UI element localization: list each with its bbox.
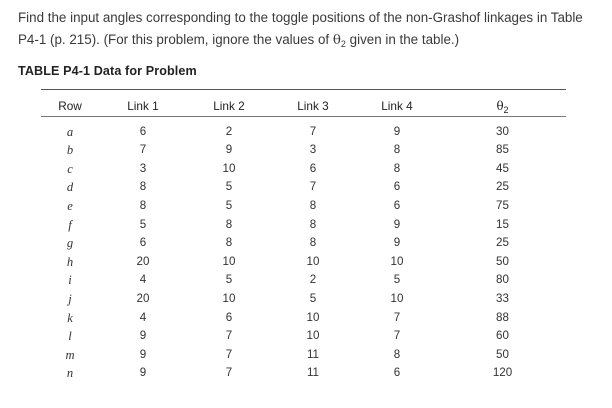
theta-2-cell: 45	[496, 161, 509, 175]
link-4-cell: 6	[393, 180, 401, 194]
link-3-cell: 7	[309, 180, 317, 194]
row-label: k	[67, 310, 73, 325]
theta-2-cell: 60	[496, 329, 509, 343]
link-1-cell: 4	[139, 310, 147, 324]
link-3-cell: 11	[306, 366, 320, 380]
row-label: n	[66, 366, 74, 381]
row-label: h	[66, 254, 74, 269]
link-4-cell: 6	[393, 366, 401, 380]
theta-2-cell: 75	[496, 199, 509, 213]
link-3-cell: 7	[309, 125, 317, 138]
row-label: b	[66, 143, 74, 158]
link-4-cell: 6	[393, 199, 401, 213]
link-4-cell: 9	[393, 217, 401, 231]
table-row	[41, 178, 566, 197]
link-4-cell: 9	[393, 125, 401, 138]
link-1-cell: 8	[139, 180, 147, 194]
header-link-2: Link 2	[213, 98, 245, 113]
link-1-cell: 5	[139, 217, 147, 231]
link-2-cell: 2	[225, 125, 233, 138]
row-label: l	[68, 329, 72, 344]
link-3-cell: 2	[309, 273, 317, 287]
problem-line-2-end: given in the table.)	[345, 32, 460, 47]
table-row	[41, 308, 566, 327]
link-2-cell: 7	[225, 347, 233, 361]
link-3-cell: 10	[306, 254, 320, 268]
link-1-cell: 3	[139, 161, 147, 175]
table-row	[41, 327, 566, 346]
link-3-cell: 5	[309, 292, 317, 306]
theta-subscript: 2	[340, 39, 346, 49]
row-label: d	[66, 180, 74, 195]
table-row	[41, 234, 566, 253]
theta-2-cell: 85	[496, 143, 509, 157]
link-4-cell: 7	[393, 329, 401, 343]
link-1-cell: 9	[139, 366, 147, 380]
link-1-cell: 4	[139, 273, 147, 287]
row-label: f	[68, 217, 72, 232]
header-theta-2	[439, 94, 566, 117]
table-row	[41, 253, 566, 272]
link-2-cell: 9	[225, 143, 233, 157]
link-1-cell: 6	[139, 125, 147, 138]
theta-2-cell: 50	[496, 254, 509, 268]
theta-2-cell: 88	[496, 310, 509, 324]
link-4-cell: 10	[390, 254, 404, 268]
theta-2-cell: 33	[496, 292, 509, 306]
table-row	[41, 346, 566, 365]
link-4-cell: 8	[393, 143, 401, 157]
row-label: i	[68, 273, 72, 288]
table-row	[41, 117, 566, 141]
link-1-cell: 8	[139, 199, 147, 213]
theta-2-cell: 15	[496, 217, 509, 231]
link-2-cell: 7	[225, 329, 233, 343]
table-header-row	[41, 94, 566, 117]
row-label: j	[68, 292, 72, 307]
header-theta-symbol: θ	[496, 98, 504, 113]
link-1-cell: 6	[139, 236, 147, 250]
table-row	[41, 290, 566, 309]
theta-2-cell: 50	[496, 347, 509, 361]
link-4-cell: 5	[393, 273, 401, 287]
theta-2-cell: 80	[496, 273, 509, 287]
header-row: Row	[58, 98, 82, 113]
theta-2-cell: 25	[496, 236, 509, 250]
problem-line-1: Find the input angles corresponding to the toggle positions of the non-Grashof linkages in Table	[18, 10, 583, 25]
link-4-cell: 8	[393, 347, 401, 361]
link-2-cell: 5	[225, 199, 233, 213]
link-1-cell: 20	[136, 292, 150, 306]
link-3-cell: 11	[306, 347, 320, 361]
theta-symbol: θ	[332, 33, 341, 48]
row-label: m	[65, 347, 75, 362]
row-label: c	[67, 161, 73, 176]
theta-2-cell: 120	[492, 366, 513, 380]
header-theta-subscript: 2	[503, 104, 509, 115]
link-2-cell: 8	[225, 236, 233, 250]
link-2-cell: 8	[225, 217, 233, 231]
link-2-cell: 5	[225, 273, 233, 287]
table-row	[41, 197, 566, 216]
link-1-cell: 7	[139, 143, 147, 157]
link-3-cell: 8	[309, 199, 317, 213]
link-3-cell: 10	[306, 329, 320, 343]
header-link-3: Link 3	[297, 98, 329, 113]
table-title: TABLE P4-1 Data for Problem	[18, 64, 197, 78]
link-3-cell: 6	[309, 161, 317, 175]
link-2-cell: 10	[222, 161, 236, 175]
link-1-cell: 9	[139, 329, 147, 343]
link-2-cell: 10	[222, 254, 236, 268]
row-label: e	[67, 199, 73, 214]
data-table	[41, 94, 566, 383]
link-3-cell: 3	[309, 143, 317, 157]
table-row	[41, 364, 566, 383]
row-label: a	[66, 125, 74, 139]
table-row	[41, 141, 566, 160]
theta-2-cell: 30	[496, 125, 509, 138]
problem-statement	[18, 7, 612, 52]
table-top-rule	[41, 89, 566, 90]
table-row	[41, 160, 566, 179]
link-4-cell: 10	[390, 292, 404, 306]
link-4-cell: 7	[393, 310, 401, 324]
table-row	[41, 271, 566, 290]
link-1-cell: 9	[139, 347, 147, 361]
theta-2-cell: 25	[496, 180, 509, 194]
problem-line-2	[18, 29, 612, 52]
problem-line-2-start: P4-1 (p. 215). (For this problem, ignore the values of	[18, 32, 333, 47]
link-1-cell: 20	[136, 254, 150, 268]
header-link-4: Link 4	[381, 98, 413, 113]
row-label: g	[66, 236, 74, 251]
link-4-cell: 8	[393, 161, 401, 175]
link-2-cell: 6	[225, 310, 233, 324]
link-3-cell: 8	[309, 236, 317, 250]
link-3-cell: 10	[306, 310, 320, 324]
link-2-cell: 10	[222, 292, 236, 306]
link-2-cell: 7	[225, 366, 233, 380]
link-3-cell: 8	[309, 217, 317, 231]
header-link-1: Link 1	[127, 98, 159, 113]
link-2-cell: 5	[225, 180, 233, 194]
table-row	[41, 215, 566, 234]
link-4-cell: 9	[393, 236, 401, 250]
table-body	[41, 117, 566, 383]
